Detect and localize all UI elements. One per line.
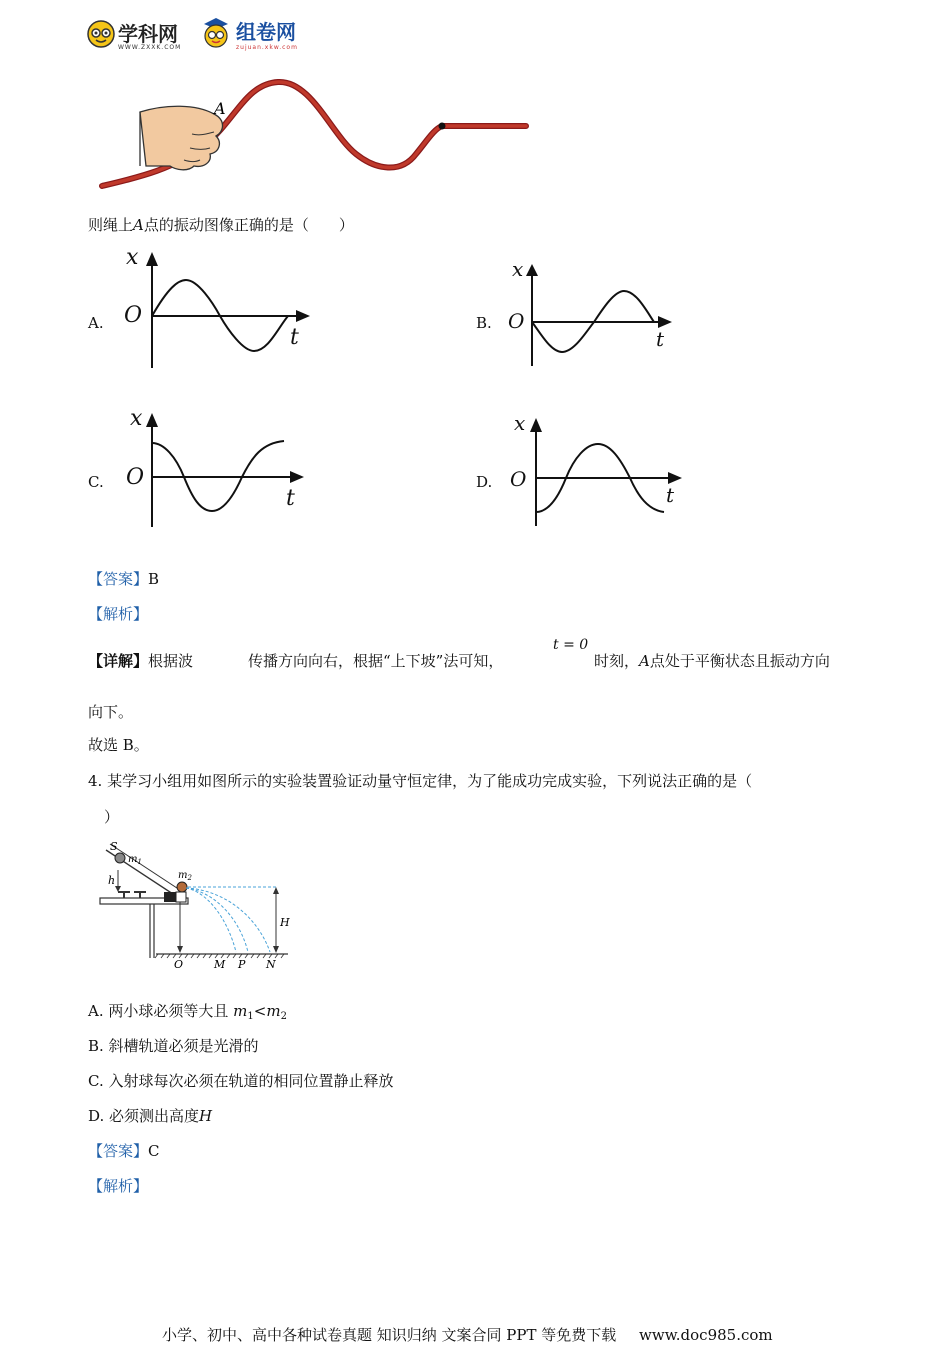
svg-text:M: M: [214, 958, 226, 971]
logo2-name: 组卷网: [236, 20, 296, 44]
svg-text:m1: $m_1$: [128, 854, 142, 866]
q4-option-a[interactable]: A. 两小球必须等大且 $m_1<m_2$: [88, 1002, 287, 1022]
q3-option-d-label[interactable]: D.: [476, 473, 493, 491]
svg-text:h: h: [108, 874, 116, 887]
logo1-url: WWW.ZXXK.COM: [118, 44, 182, 51]
q4-option-c[interactable]: C. 入射球每次必须在轨道的相同位置静止释放: [88, 1072, 394, 1090]
svg-text:O: O: [126, 465, 145, 490]
q3-option-d-graph[interactable]: [508, 410, 688, 530]
q4-analysis-tag: 【解析】: [88, 1177, 149, 1195]
svg-text:t: t: [290, 325, 299, 350]
q3-option-a-graph[interactable]: [118, 248, 318, 373]
svg-text:m2: $m_2$: [178, 870, 192, 882]
header-logo-zxxk: [86, 16, 196, 54]
header-logo-zujuan: [200, 14, 315, 54]
q3-detail-line1: 【详解】根据波: [88, 652, 194, 670]
zxxk-mascot-icon: [86, 18, 116, 48]
q3-answer: 【答案】B: [88, 570, 160, 588]
footer-text: 小学、初中、高中各种试卷真题 知识归纳 文案合同 PPT 等免费下载: [162, 1326, 617, 1344]
svg-text:H: H: [280, 916, 290, 929]
q3-option-b-graph[interactable]: [506, 258, 681, 370]
q3-stem: 则绳上A点的振动图像正确的是（ ）: [88, 216, 354, 234]
ball-m2: [177, 882, 187, 892]
q3-detail-mid: 传播方向向右，根据“上下坡”法可知，: [248, 652, 504, 670]
q3-detail-line2: 向下。: [88, 703, 134, 721]
wave-rope-figure: [96, 74, 536, 194]
svg-text:x: x: [514, 411, 526, 435]
svg-text:P: P: [238, 958, 246, 971]
svg-text:N: N: [266, 958, 276, 971]
hand-icon: [140, 106, 223, 170]
q3-detail-tail: 时刻，A点处于平衡状态且振动方向: [594, 652, 830, 670]
q3-detail-equation: t = 0: [553, 637, 589, 653]
svg-text:x: x: [512, 258, 524, 281]
footer-url[interactable]: www.doc985.com: [639, 1326, 773, 1344]
logo1-name: 学科网: [118, 22, 178, 46]
q3-option-a-label[interactable]: A.: [88, 314, 104, 332]
q4-option-b[interactable]: B. 斜槽轨道必须是光滑的: [88, 1037, 259, 1055]
rope-end-dot: [439, 123, 446, 130]
q4-stem-line2: ）: [104, 808, 120, 826]
q3-option-b-label[interactable]: B.: [476, 314, 492, 332]
q4-experiment-figure: [98, 840, 298, 975]
point-a-label: A: [214, 99, 226, 118]
q4-stem-line1: 4. 某学习小组用如图所示的实验装置验证动量守恒定律，为了能成功完成实验，下列说法正确的是（: [88, 772, 753, 790]
svg-text:O: O: [174, 958, 184, 971]
q4-option-d[interactable]: D. 必须测出高度H: [88, 1107, 213, 1125]
svg-text:O: O: [124, 303, 143, 328]
svg-text:x: x: [126, 248, 139, 270]
q3-option-c-label[interactable]: C.: [88, 473, 104, 491]
svg-text:t: t: [666, 483, 675, 507]
svg-text:O: O: [510, 467, 527, 491]
zujuan-mascot-icon: [200, 16, 232, 50]
svg-text:x: x: [130, 406, 143, 431]
ball-m1: [115, 853, 125, 863]
svg-text:S: S: [110, 840, 118, 853]
q3-analysis-tag: 【解析】: [88, 605, 149, 623]
q3-conclusion: 故选 B。: [88, 736, 149, 754]
svg-text:t: t: [656, 327, 665, 351]
q4-answer: 【答案】C: [88, 1142, 160, 1160]
svg-text:t: t: [286, 486, 295, 511]
logo2-url: zujuan.xkw.com: [236, 44, 298, 51]
q3-option-c-graph[interactable]: [120, 405, 315, 530]
svg-text:O: O: [508, 309, 525, 333]
footer: [162, 1324, 773, 1345]
